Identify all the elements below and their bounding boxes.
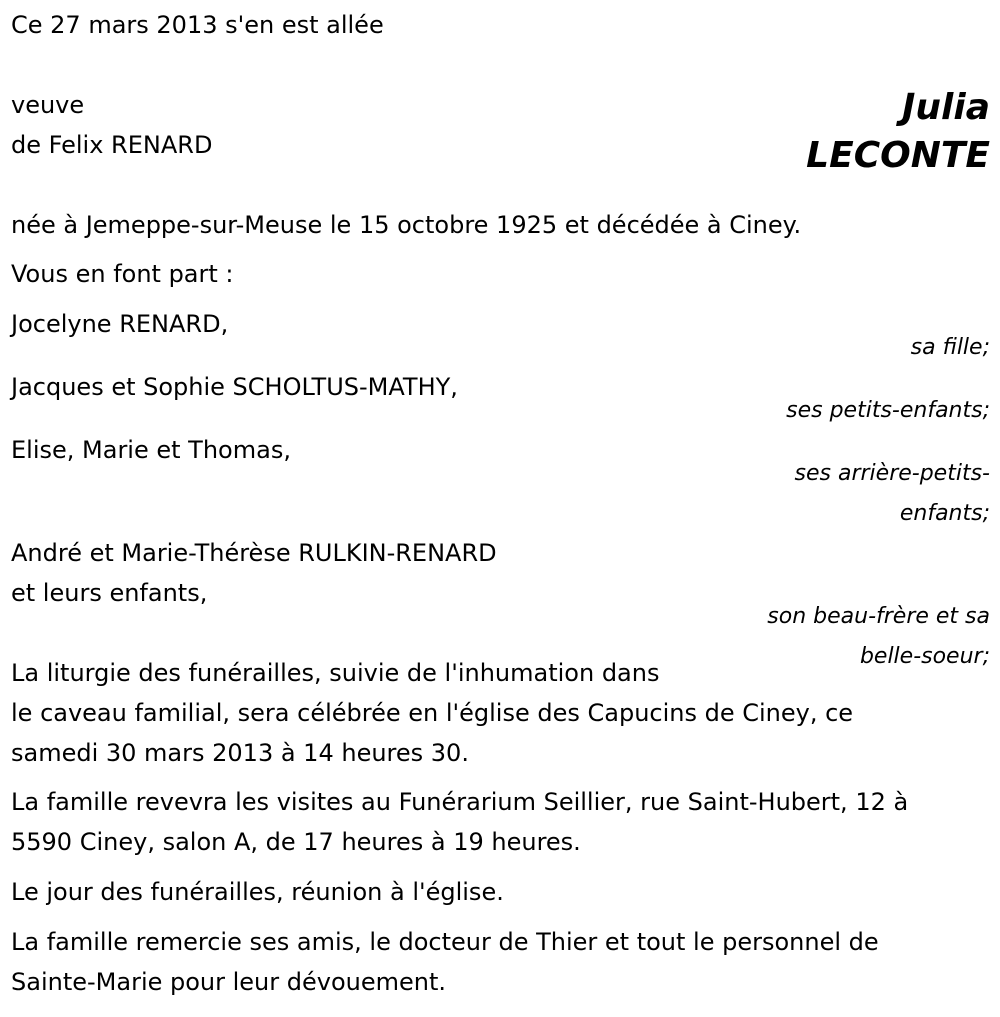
family-name-2: Jacques et Sophie SCHOLTUS-MATHY, [11,373,458,401]
intro-text: Ce 27 mars 2013 s'en est allée [11,11,384,39]
family-name-3: Elise, Marie et Thomas, [11,436,291,464]
liturgy-line-1: La liturgie des funérailles, suivie de l'inhumation dans [11,659,660,687]
thanks-line-2: Sainte-Marie pour leur dévouement. [11,968,447,996]
visits-line-2: 5590 Ciney, salon A, de 17 heures à 19 heures. [11,828,581,856]
family-name-4-line-1: André et Marie-Thérèse RULKIN-RENARD [11,539,497,567]
visits-line-1: La famille revevra les visites au Funérarium Seillier, rue Saint-Hubert, 12 à [11,788,909,816]
widow-line-1: veuve [11,91,85,119]
liturgy-line-2: le caveau familial, sera célébrée en l'église des Capucins de Ciney, ce [11,699,854,727]
widow-line-2: de Felix RENARD [11,131,213,159]
family-relation-4-line-2: belle-soeur; [859,644,990,669]
family-relation-2: ses petits-enfants; [786,398,990,423]
announce-text: Vous en font part : [11,260,234,288]
birth-text: née à Jemeppe-sur-Meuse le 15 octobre 1925 et décédée à Ciney. [11,211,802,239]
meeting-text: Le jour des funérailles, réunion à l'église. [11,878,504,906]
family-relation-3-line-1: ses arrière-petits- [794,461,990,486]
deceased-last-name: LECONTE [806,135,990,176]
liturgy-line-3: samedi 30 mars 2013 à 14 heures 30. [11,739,469,767]
family-relation-3-line-2: enfants; [899,501,990,526]
family-relation-4-line-1: son beau-frère et sa [767,604,990,629]
family-name-1: Jocelyne RENARD, [11,310,229,338]
family-relation-1: sa fille; [910,335,990,360]
family-name-4-line-2: et leurs enfants, [11,579,208,607]
deceased-first-name: Julia [902,87,990,128]
thanks-line-1: La famille remercie ses amis, le docteur de Thier et tout le personnel de [11,928,879,956]
